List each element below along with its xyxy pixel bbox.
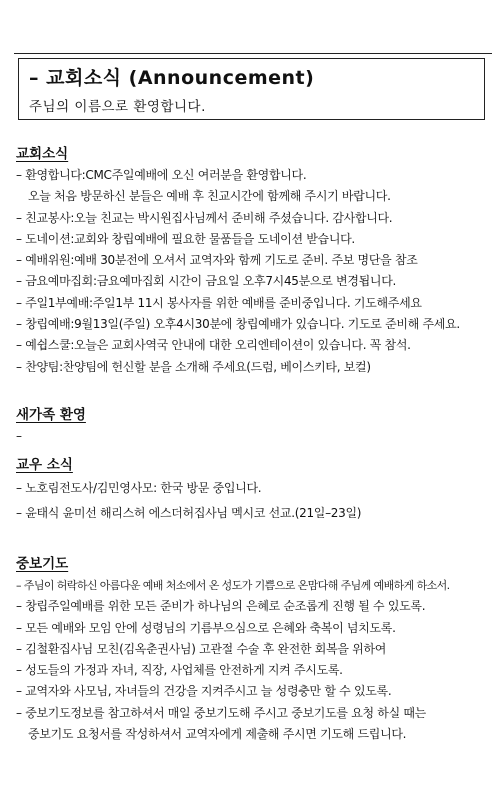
new-family-item: – — [16, 429, 22, 443]
prayer-item: – 교역자와 사모님, 자녀들의 건강을 지켜주시고 늘 성령충만 할 수 있도록. — [16, 684, 392, 699]
prayer-item: – 성도들의 가정과 자녀, 직장, 사업체를 안전하게 지켜 주시도록. — [16, 663, 343, 678]
church-news-item: – 환영합니다:CMC주일예배에 오신 여러분을 환영합니다. — [16, 168, 307, 182]
church-news-title: 교회소식 — [16, 146, 69, 162]
member-news-item: – 노호림전도사/김민영사모: 한국 방문 중입니다. — [16, 481, 262, 495]
church-news-item: – 도네이션:교회와 창립예배에 필요한 물품들을 도네이션 받습니다. — [16, 231, 355, 246]
new-family-title: 새가족 환영 — [16, 407, 86, 423]
new-family-section — [16, 404, 494, 447]
church-news-item: – 예배위원:예배 30분전에 오셔서 교역자와 함께 기도로 준비. 주보 명단을 참조 — [16, 253, 418, 268]
church-news-item: – 창립예배:9월13일(주일) 오후4시30분에 창립예배가 있습니다. 기도로 준비해 주세요. — [16, 317, 460, 332]
prayer-item: – 김철환집사님 모친(김옥춘권사님) 고관절 수술 후 완전한 회복을 위하여 — [16, 641, 387, 656]
church-news-item: – 찬양팀:찬양팀에 헌신할 분을 소개해 주세요(드럼, 베이스키타, 보컬) — [16, 359, 371, 374]
prayer-title: 중보기도 — [16, 556, 69, 572]
church-news-item: 오늘 처음 방문하신 분들은 예배 후 친교시간에 함께해 주시기 바랍니다. — [28, 189, 391, 204]
church-news-section — [16, 143, 494, 378]
prayer-item: – 주님이 허락하신 아름다운 예배 처소에서 온 성도가 기쁨으로 온맘다해 주님께 예배하게 하소서. — [16, 579, 450, 592]
prayer-section — [16, 553, 494, 745]
church-news-item: – 친교봉사:오늘 친교는 박시원집사님께서 준비해 주셨습니다. 감사합니다. — [16, 210, 393, 225]
header-title: – 교회소식 (Announcement) — [29, 67, 315, 89]
header-subtitle: 주님의 이름으로 환영합니다. — [29, 99, 206, 115]
prayer-item: – 모든 예배와 모임 안에 성령님의 기름부으심으로 은혜와 축복이 넘치도록. — [16, 620, 396, 635]
top-rule — [14, 53, 492, 54]
church-news-item: – 금요예마집회:금요예마집회 시간이 금요일 오후7시45분으로 변경됩니다. — [16, 274, 397, 289]
member-news-title: 교우 소식 — [16, 457, 73, 473]
prayer-item: – 창립주일예배를 위한 모든 준비가 하나님의 은혜로 순조롭게 진행 될 수 있도록. — [16, 599, 426, 614]
church-news-item: – 주일1부예배:주일1부 11시 봉사자를 위한 예배를 준비중입니다. 기도해주세요 — [16, 295, 422, 310]
announcement-header-box — [18, 58, 485, 120]
church-news-item: – 예쉽스쿨:오늘은 교회사역국 안내에 대한 오리엔테이션이 있습니다. 꼭 참석. — [16, 338, 411, 353]
member-news-item: – 윤태식 윤미선 해리스허 에스더허집사님 멕시코 선교.(21일–23일) — [16, 506, 362, 520]
member-news-section — [16, 454, 494, 526]
prayer-item: 중보기도 요청서를 작성하셔서 교역자에게 제출해 주시면 기도해 드립니다. — [28, 727, 407, 742]
prayer-item: – 중보기도정보를 참고하셔서 매일 중보기도해 주시고 중보기도를 요청 하실 때는 — [16, 705, 426, 720]
